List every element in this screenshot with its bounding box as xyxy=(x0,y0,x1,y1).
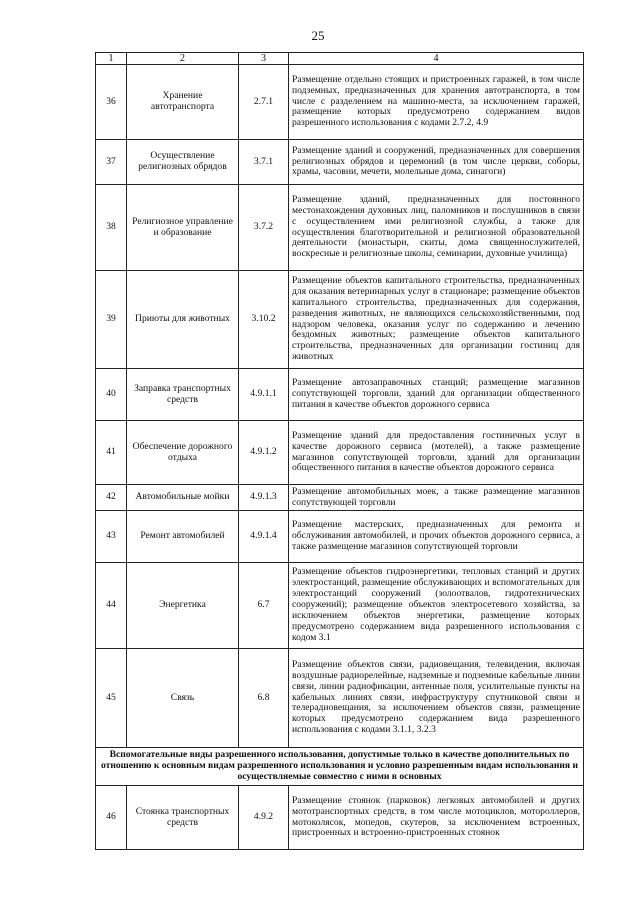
table-row xyxy=(96,485,584,511)
column-number-4: 4 xyxy=(289,53,584,65)
use-name: Стоянка транспортных средств xyxy=(127,786,239,850)
table-row xyxy=(96,563,584,649)
row-number: 40 xyxy=(96,369,127,421)
use-name: Приюты для животных xyxy=(127,271,239,369)
row-number: 46 xyxy=(96,786,127,850)
use-code: 6.8 xyxy=(239,649,289,748)
use-description: Размещение стоянок (парковок) легковых автомобилей и других мототранспортных средств, в том числе мотоциклов, мотороллеров, мотоколясок, мопедов, скутеров, за исключением встроенных, пристроенных и встроенно-пристроенных стоянок xyxy=(289,786,584,850)
use-code: 4.9.1.2 xyxy=(239,421,289,485)
use-code: 4.9.2 xyxy=(239,786,289,850)
table-row xyxy=(96,786,584,850)
land-use-table xyxy=(95,52,584,850)
column-number-2: 2 xyxy=(127,53,239,65)
use-name: Хранение автотранспорта xyxy=(127,65,239,140)
row-number: 38 xyxy=(96,185,127,271)
column-number-1: 1 xyxy=(96,53,127,65)
use-code: 3.7.2 xyxy=(239,185,289,271)
use-code: 2.7.1 xyxy=(239,65,289,140)
table-row xyxy=(96,421,584,485)
use-description: Размещение отдельно стоящих и пристроенных гаражей, в том числе подземных, предназначенных для хранения автотранспорта, в том числе с разделением на машино-места, за исключением гаражей, размещение которых предусмотрено содержанием видов разрешенного использования с кодами 2.7.2, 4.9 xyxy=(289,65,584,140)
use-description: Размещение объектов связи, радиовещания, телевидения, включая воздушные радиорелейные, надземные и подземные кабельные линии связи, линии радиофикации, антенные поля, усилительные пункты на кабельных линиях связи, инфраструктуру спутниковой связи и телерадиовещания, за исключением объектов связи, размещение которых предусмотрено содержанием вида разрешенного использования с кодами 3.1.1, 3.2.3 xyxy=(289,649,584,748)
row-number: 37 xyxy=(96,140,127,185)
use-code: 3.7.1 xyxy=(239,140,289,185)
use-description: Размещение объектов капитального строительства, предназначенных для оказания ветеринарных услуг в стационаре; размещение объектов капитального строительства, предназначенных для содержания, разведения животных, не являющихся сельскохозяйственными, под надзором человека, оказания услуг по содержанию и лечению бездомных животных; размещение объектов капитального строительства, предназначенных для организации гостиниц для животных xyxy=(289,271,584,369)
use-description: Размещение зданий и сооружений, предназначенных для совершения религиозных обрядов и церемоний (в том числе церкви, соборы, храмы, часовни, мечети, молельные дома, синагоги) xyxy=(289,140,584,185)
use-name: Ремонт автомобилей xyxy=(127,511,239,563)
use-code: 3.10.2 xyxy=(239,271,289,369)
use-name: Религиозное управление и образование xyxy=(127,185,239,271)
row-number: 45 xyxy=(96,649,127,748)
use-name: Энергетика xyxy=(127,563,239,649)
row-number: 41 xyxy=(96,421,127,485)
section-header-row xyxy=(96,748,584,786)
use-description: Размещение мастерских, предназначенных для ремонта и обслуживания автомобилей, и прочих объектов дорожного сервиса, а также размещение магазинов сопутствующей торговли xyxy=(289,511,584,563)
column-number-3: 3 xyxy=(239,53,289,65)
use-description: Размещение объектов гидроэнергетики, тепловых станций и других электростанций, размещение обслуживающих и вспомогательных для электростанций сооружений (золоотвалов, гидротехнических сооружений); размещение объектов электросетевого хозяйства, за исключением объектов энергетики, размещение которых предусмотрено содержанием вида разрешенного использования с кодом 3.1 xyxy=(289,563,584,649)
use-description: Размещение автозаправочных станций; размещение магазинов сопутствующей торговли, зданий для организации общественного питания в качестве объектов дорожного сервиса xyxy=(289,369,584,421)
table-row xyxy=(96,140,584,185)
use-name: Обеспечение дорожного отдыха xyxy=(127,421,239,485)
row-number: 36 xyxy=(96,65,127,140)
use-code: 4.9.1.4 xyxy=(239,511,289,563)
use-description: Размещение автомобильных моек, а также размещение магазинов сопутствующей торговли xyxy=(289,485,584,511)
table-row xyxy=(96,511,584,563)
table-row xyxy=(96,649,584,748)
table-row xyxy=(96,185,584,271)
row-number: 43 xyxy=(96,511,127,563)
section-title: Вспомогательные виды разрешенного использования, допустимые только в качестве дополнительных по отношению к основным видам разрешенного использования и условно разрешенным видам использования и осуществляемые совместно с ними в основных xyxy=(96,748,584,786)
use-code: 6.7 xyxy=(239,563,289,649)
use-code: 4.9.1.3 xyxy=(239,485,289,511)
table-row xyxy=(96,65,584,140)
column-number-header-row xyxy=(96,53,584,65)
row-number: 39 xyxy=(96,271,127,369)
use-name: Автомобильные мойки xyxy=(127,485,239,511)
table-row xyxy=(96,271,584,369)
row-number: 42 xyxy=(96,485,127,511)
table-row xyxy=(96,369,584,421)
page-number: 25 xyxy=(311,28,325,43)
use-description: Размещение зданий, предназначенных для постоянного местонахождения духовных лиц, паломников и послушников в связи с осуществлением ими религиозной службы, а также для осуществления благотворительной и религиозной образовательной деятельности (монастыри, скиты, дома священнослужителей, воскресные и религиозные школы, семинарии, духовные училища) xyxy=(289,185,584,271)
row-number: 44 xyxy=(96,563,127,649)
use-description: Размещение зданий для предоставления гостиничных услуг в качестве дорожного сервиса (мотелей), а также размещение магазинов сопутствующей торговли, зданий для организации общественного питания в качестве объектов дорожного сервиса xyxy=(289,421,584,485)
use-name: Осуществление религиозных обрядов xyxy=(127,140,239,185)
use-code: 4.9.1.1 xyxy=(239,369,289,421)
use-name: Связь xyxy=(127,649,239,748)
use-name: Заправка транспортных средств xyxy=(127,369,239,421)
